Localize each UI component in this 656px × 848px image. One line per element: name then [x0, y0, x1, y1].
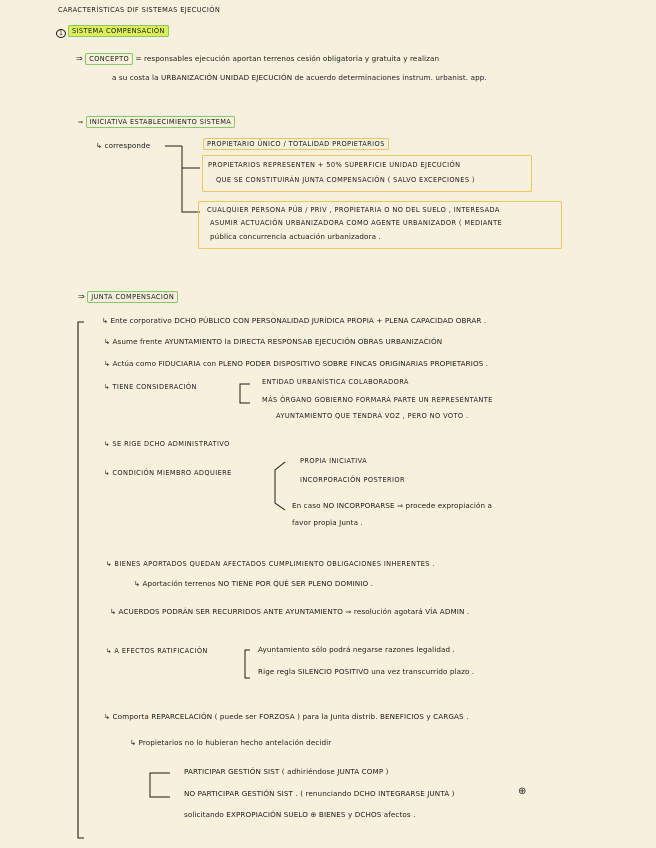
no-participar-option: NO PARTICIPAR GESTIÓN SIST . ( renunciando DCHO INTEGRARSE JUNTA ) — [184, 789, 455, 798]
concepto-line1: ⇒ CONCEPTO = responsables ejecución aportan terrenos cesión obligatoria y gratuita y realizan — [76, 54, 440, 63]
condicion-expropiacion-line2: favor propia Junta . — [292, 518, 363, 527]
option-propietarios-line1: PROPIETARIOS REPRESENTEN + 50% SUPERFICIE UNIDAD EJECUCIÓN — [208, 161, 461, 169]
propietarios-line: ↳ Propietarios no lo hubieran hecho antelación decidir — [130, 738, 332, 747]
section-number: 1 — [56, 28, 66, 37]
ratificacion-silencio: Rige regla SILENCIO POSITIVO una vez transcurrido plazo . — [258, 667, 475, 676]
section-heading: SISTEMA COMPENSACIÓN — [68, 27, 169, 35]
plus-circle-icon: ⊕ — [518, 786, 527, 797]
bienes-line1: ↳ BIENES APORTADOS QUEDAN AFECTADOS CUMPLIMIENTO OBLIGACIONES INHERENTES . — [106, 560, 435, 568]
condicion-incorporacion: INCORPORACIÓN POSTERIOR — [300, 476, 405, 484]
rige-line: ↳ SE RIGE DCHO ADMINISTRATIVO — [104, 440, 230, 448]
implies-arrow-icon: ⇒ — [76, 54, 83, 63]
consideracion-label: ↳ TIENE CONSIDERACIÓN — [104, 383, 197, 391]
participar-option: PARTICIPAR GESTIÓN SIST ( adhiriéndose JUNTA COMP ) — [184, 767, 389, 776]
junta-heading: ⇒ JUNTA COMPENSACIÓN — [78, 292, 178, 301]
option-cualquier-line2: ASUMIR ACTUACIÓN URBANIZADORA COMO AGENTE URBANIZADOR ( MEDIANTE — [210, 219, 503, 227]
consideracion-entidad: ENTIDAD URBANÍSTICA COLABORADORA — [262, 378, 409, 386]
page-title: CARACTERÍSTICAS DIF SISTEMAS EJECUCIÓN — [58, 6, 221, 14]
condicion-propia: PROPIA INICIATIVA — [300, 457, 368, 465]
junta-line-fiduciaria: ↳ Actúa como FIDUCIARIA con PLENO PODER DISPOSITIVO SOBRE FINCAS ORIGINARIAS PROPIETARIOS . — [104, 359, 489, 368]
expropiacion-option: solicitando EXPROPIACIÓN SUELO ⊕ BIENES y DCHOS afectos . — [184, 810, 416, 819]
turn-arrow-icon: ↳ — [96, 141, 103, 150]
ratificacion-label: ↳ A EFECTOS RATIFICACIÓN — [106, 647, 208, 655]
acuerdos-line: ↳ ACUERDOS PODRÁN SER RECURRIDOS ANTE AYUNTAMIENTO ⇒ resolución agotará VÍA ADMIN . — [110, 607, 470, 616]
consideracion-organo-line2: AYUNTAMIENTO QUE TENDRÁ VOZ , PERO NO VOTO . — [276, 412, 469, 420]
option-cualquier-line1: CUALQUIER PERSONA PÚB / PRIV , PROPIETARIA O NO DEL SUELO , INTERESADA — [207, 206, 500, 214]
implies-arrow-icon: ⇒ — [78, 292, 85, 301]
consideracion-organo-line1: MÁS ÓRGANO GOBIERNO FORMARÁ PARTE UN REPRESENTANTE — [262, 396, 493, 404]
concepto-line2: a su costa la URBANIZACIÓN UNIDAD EJECUCIÓN de acuerdo determinaciones instrum. urbanist. app. — [112, 73, 487, 82]
junta-line-asume: ↳ Asume frente AYUNTAMIENTO la DIRECTA RESPONSAB EJECUCIÓN OBRAS URBANIZACIÓN — [104, 337, 443, 346]
option-cualquier-line3: pública concurrencia actuación urbanizadora . — [210, 232, 381, 241]
reparcelacion-line: ↳ Comporta REPARCELACIÓN ( puede ser FORZOSA ) para la Junta distrib. BENEFICIOS y CARGAS . — [104, 712, 469, 721]
iniciativa-label: ⇒ INICIATIVA ESTABLECIMIENTO SISTEMA — [78, 117, 235, 126]
arrow-icon: ⇒ — [78, 119, 84, 126]
option-propietario-unico: PROPIETARIO ÚNICO / TOTALIDAD PROPIETARIOS — [203, 140, 389, 148]
ratificacion-legalidad: Ayuntamiento sólo podrá negarse razones legalidad . — [258, 645, 455, 654]
condicion-expropiacion-line1: En caso NO INCORPORARSE ⇒ procede expropiación a — [292, 501, 493, 510]
option-propietarios-line2: QUE SE CONSTITUIRÁN JUNTA COMPENSACIÓN ( SALVO EXCEPCIONES ) — [216, 176, 475, 184]
junta-line-ente: ↳ Ente corporativo DCHO PÚBLICO CON PERSONALIDAD JURÍDICA PROPIA + PLENA CAPACIDAD OBRAR . — [102, 316, 487, 325]
corresponde-label: ↳ corresponde — [96, 141, 151, 150]
condicion-label: ↳ CONDICIÓN MIEMBRO ADQUIERE — [104, 469, 232, 477]
bienes-line2: ↳ Aportación terrenos NO TIENE POR QUÉ SER PLENO DOMINIO . — [134, 579, 374, 588]
